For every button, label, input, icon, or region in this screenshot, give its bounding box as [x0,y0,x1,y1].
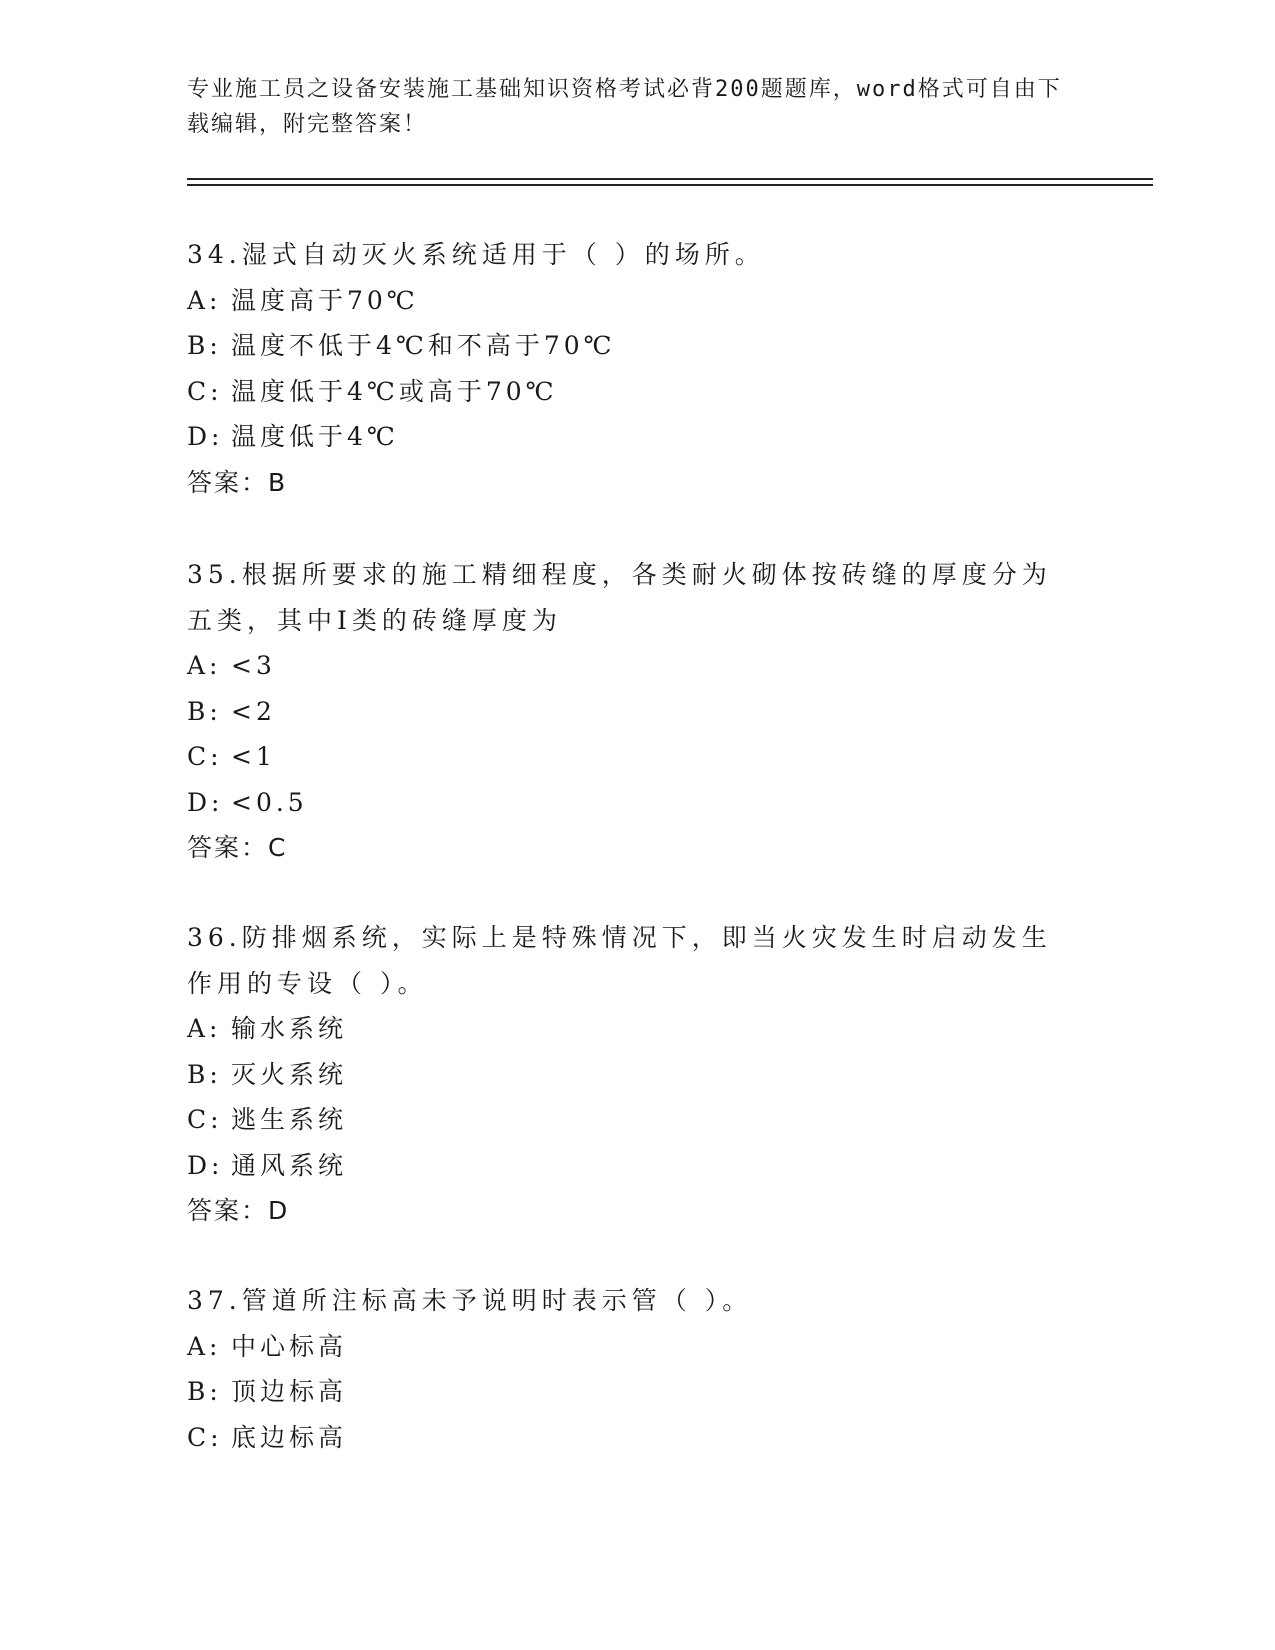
header-divider-bottom [187,184,1153,186]
option-text: 温度不低于4℃和不高于70℃ [231,331,616,360]
option-b [187,1052,1067,1098]
option-text: <2 [231,696,276,726]
question-36 [187,915,1067,1234]
question-stem: 36.防排烟系统，实际上是特殊情况下，即当火灾发生时启动发生作用的专设（ ）。 [187,923,1052,998]
option-b [187,689,1067,735]
option-key: C: [187,376,223,406]
option-key: D: [187,1150,224,1180]
document-header: 专业施工员之设备安装施工基础知识资格考试必背200题题库，word格式可自由下载编辑，附完整答案！ [187,77,1062,137]
question-stem: 35.根据所要求的施工精细程度，各类耐火砌体按砖缝的厚度分为五类，其中Ⅰ类的砖缝厚度为 [187,560,1052,635]
option-b [187,1369,1087,1415]
option-text: 通风系统 [231,1150,348,1180]
question-stem: 34.湿式自动灭火系统适用于（ ）的场所。 [187,240,765,269]
option-text: 顶边标高 [231,1377,348,1406]
option-text: 灭火系统 [231,1059,348,1089]
question-37 [187,1278,1087,1460]
option-a [187,643,1067,689]
option-text: <1 [231,742,276,771]
option-a [187,278,1087,324]
option-key: A: [187,1014,222,1043]
option-text: 温度低于4℃ [231,422,399,451]
question-35 [187,552,1067,871]
option-c [187,734,1067,780]
answer: 答案：B [187,467,288,497]
option-text: <0.5 [231,787,308,817]
option-key: C: [187,1105,223,1134]
option-text: 底边标高 [231,1422,348,1452]
option-key: A: [187,1331,222,1361]
option-key: B: [187,1059,222,1089]
question-34 [187,232,1087,505]
option-d [187,414,1087,460]
option-key: B: [187,696,222,726]
option-text: 中心标高 [231,1331,348,1361]
option-text: 温度低于4℃或高于70℃ [231,376,558,406]
option-d [187,1143,1067,1189]
option-a [187,1006,1067,1052]
option-text: 温度高于70℃ [231,285,419,315]
option-key: A: [187,285,222,315]
option-key: B: [187,1377,222,1406]
option-key: C: [187,1422,223,1452]
option-key: A: [187,651,222,680]
option-b [187,323,1087,369]
option-a [187,1324,1087,1370]
option-d [187,780,1067,826]
option-key: D: [187,422,224,451]
answer: 答案：C [187,833,288,862]
option-key: C: [187,742,223,771]
option-c [187,1415,1087,1461]
option-text: 逃生系统 [231,1105,348,1134]
option-text: 输水系统 [231,1014,348,1043]
option-c [187,1097,1067,1143]
option-key: B: [187,331,222,360]
option-text: <3 [231,651,276,680]
header-divider-top [187,178,1153,180]
answer: 答案：D [187,1196,290,1225]
option-c [187,369,1087,415]
question-stem: 37.管道所注标高未予说明时表示管（ ）。 [187,1286,753,1315]
option-key: D: [187,787,224,817]
